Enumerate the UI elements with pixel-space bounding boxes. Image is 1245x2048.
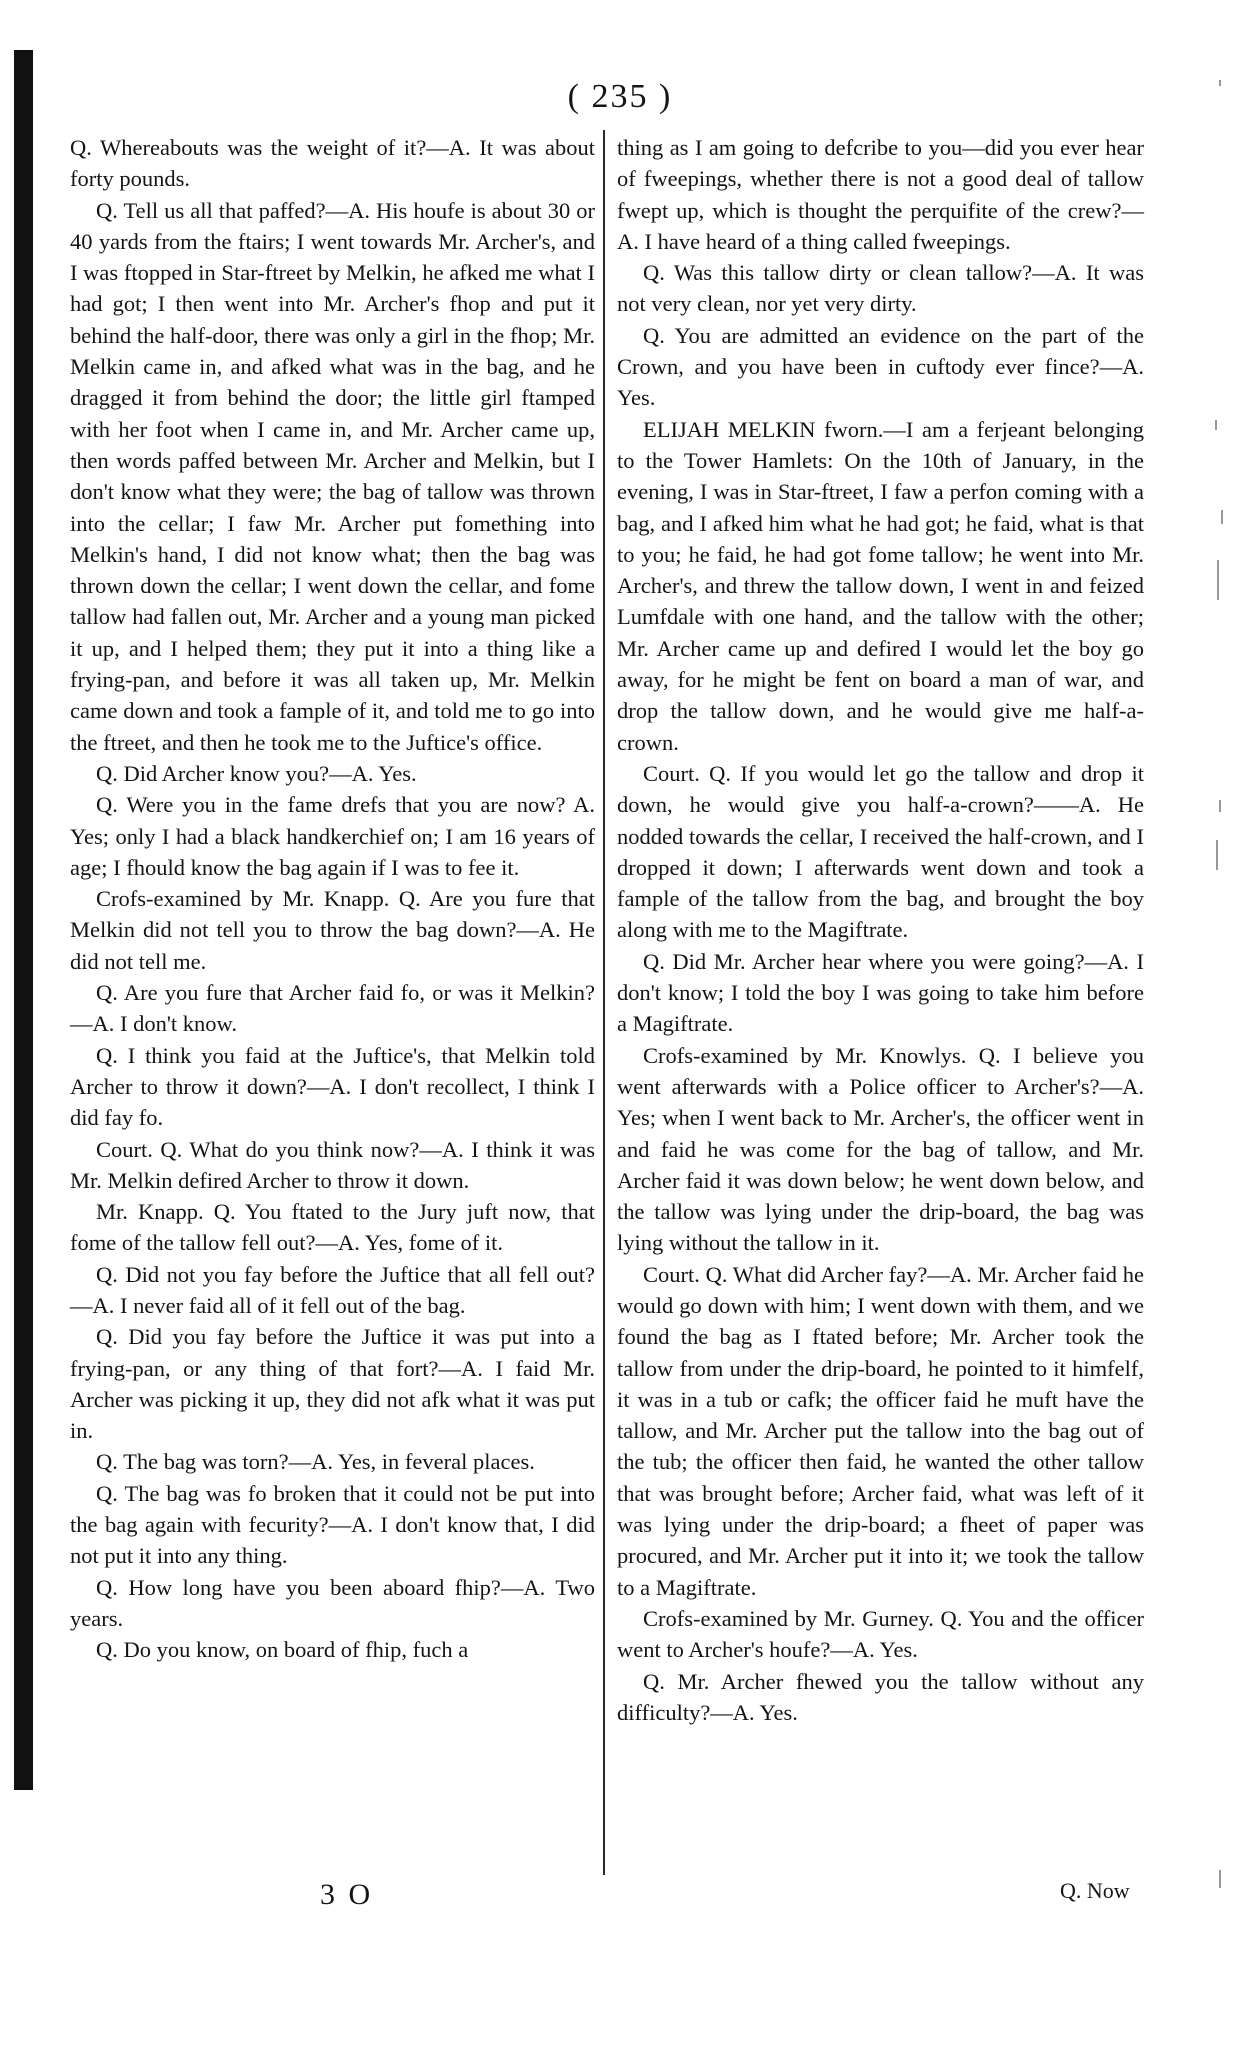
paragraph: Crofs-examined by Mr. Knowlys. Q. I believe you went afterwards with a Police officer to Archer's?—A. Yes; when I went back to Mr. Archer's, the officer went in and faid he was come for the bag of tallow, and Mr. Archer faid it was down below; he went down below, and the tallow was lying under the drip-board, the bag was lying without the tallow in it. [617, 1042, 1144, 1256]
paragraph: Q. Was this tallow dirty or clean tallow?—A. It was not very clean, nor yet very dirty. [617, 260, 1144, 317]
paragraph: Court. Q. What do you think now?—A. I think it was Mr. Melkin defired Archer to throw it down. [70, 1136, 595, 1193]
paragraph: Q. Are you fure that Archer faid fo, or was it Melkin?—A. I don't know. [70, 980, 595, 1037]
paragraph: Q. Tell us all that paffed?—A. His houfe is about 30 or 40 yards from the ftairs; I went towards Mr. Archer's, and I was ftopped in Star-ftreet by Melkin, he afked me what I had got; I then went into Mr. Archer's fhop and put it behind the half-door, there was only a girl in the fhop; Mr. Melkin came in, and afked what was in the bag, and he dragged it from behind the door; the little girl ftamped with her foot when I came in, and Mr. Archer came up, then words paffed between Mr. Archer and Melkin, but I don't know what they were; the bag of tallow was thrown into the cellar; I faw Mr. Archer put fomething into Melkin's hand, I did not know what; then the bag was thrown down the cellar; I went down the cellar, and fome tallow had fallen out, Mr. Archer and a young man picked it up, and I helped them; they put it into a thing like a frying-pan, and before it was all taken up, Mr. Melkin came down and took a fample of it, and told me to go into the ftreet, and then he took me to the Juftice's office. [70, 197, 595, 755]
paragraph: Q. How long have you been aboard fhip?—A. Two years. [70, 1574, 595, 1631]
paragraph: Q. Whereabouts was the weight of it?—A. It was about forty pounds. [70, 135, 595, 192]
paragraph: Q. The bag was torn?—A. Yes, in feveral places. [96, 1449, 535, 1475]
speck [1219, 1870, 1221, 1888]
paragraph: Mr. Knapp. Q. You ftated to the Jury juft now, that fome of the tallow fell out?—A. Yes, fome of it. [70, 1199, 595, 1256]
paragraph: Court. Q. If you would let go the tallow and drop it down, he would give you half-a-crown?——A. He nodded towards the cellar, I received the half-crown, and I dropped it down; I afterwards went down and took a fample of the tallow from the bag, and brought the boy along with me to the Magiftrate. [617, 760, 1144, 943]
paragraph: Q. You are admitted an evidence on the part of the Crown, and you have been in cuftody ever fince?—A. Yes. [617, 322, 1144, 411]
paragraph: Q. Did you fay before the Juftice it was put into a frying-pan, or any thing of that fort?—A. I faid Mr. Archer was picking it up, they did not afk what it was put in. [70, 1324, 595, 1444]
signature-mark: 3 O [320, 1878, 374, 1911]
paragraph: Court. Q. What did Archer fay?—A. Mr. Archer faid he would go down with him; I went down with them, and we found the bag as I ftated before; Mr. Archer took the tallow from under the drip-board, he pointed to it himfelf, it was in a tub or cafk; the officer faid he muft have the tallow, and Mr. Archer put the tallow into the bag out of the tub; the officer then faid, he wanted the other tallow that was brought before; Archer faid, what was left of it was lying under the drip-board; a fheet of paper was procured, and Mr. Archer put it into it; we took the tallow to a Magiftrate. [617, 1261, 1144, 1600]
left-column [70, 132, 595, 1666]
column-divider [603, 130, 605, 1875]
paragraph: ELIJAH MELKIN fworn.—I am a ferjeant belonging to the Tower Hamlets: On the 10th of January, in the evening, I was in Star-ftreet, I faw a perfon coming with a bag, and I afked him what he had got; he faid, what is that to you; he faid, he had got fome tallow; he went into Mr. Archer's, and threw the tallow down, I went in and feized Lumfdale with one hand, and the tallow with the other; Mr. Archer came up and defired I would let the boy go away, for he might be fent on board a man of war, and drop the tallow down, and he would give me half-a-crown. [617, 416, 1144, 755]
paragraph: Q. Did Archer know you?—A. Yes. [96, 760, 417, 786]
scan-edge-shadow [14, 50, 33, 1790]
speck [1216, 840, 1218, 870]
right-column [617, 132, 1144, 1728]
paragraph: Crofs-examined by Mr. Knapp. Q. Are you fure that Melkin did not tell you to throw the bag down?—A. He did not tell me. [70, 886, 595, 974]
paragraph: thing as I am going to defcribe to you—did you ever hear of fweepings, whether there is not a good deal of tallow fwept up, which is thought the perquifite of the crew?—A. I have heard of a thing called fweepings. [617, 135, 1144, 254]
page-number: ( 235 ) [567, 78, 673, 115]
speck [1217, 560, 1219, 600]
margin-specks [1207, 40, 1237, 1940]
paragraph: Q. Did not you fay before the Juftice that all fell out?—A. I never faid all of it fell out of the bag. [70, 1261, 595, 1318]
paragraph: Q. Were you in the fame drefs that you are now? A. Yes; only I had a black handkerchief on; I am 16 years of age; I fhould know the bag again if I was to fee it. [70, 792, 595, 880]
speck [1219, 80, 1221, 86]
speck [1215, 420, 1217, 430]
catchword: Q. Now [1060, 1878, 1130, 1903]
paragraph: Q. Do you know, on board of fhip, fuch a [96, 1637, 469, 1663]
paragraph: Q. Mr. Archer fhewed you the tallow without any difficulty?—A. Yes. [617, 1668, 1144, 1725]
paragraph: Q. Did Mr. Archer hear where you were going?—A. I don't know; I told the boy I was going to take him before a Magiftrate. [617, 948, 1144, 1037]
paragraph: Q. I think you faid at the Juftice's, that Melkin told Archer to throw it down?—A. I don't recollect, I think I did fay fo. [70, 1042, 595, 1131]
paragraph: Crofs-examined by Mr. Gurney. Q. You and the officer went to Archer's houfe?—A. Yes. [617, 1605, 1144, 1663]
speck [1219, 800, 1221, 812]
speck [1221, 510, 1223, 524]
paragraph: Q. The bag was fo broken that it could not be put into the bag again with fecurity?—A. I don't know that, I did not put it into any thing. [70, 1480, 595, 1569]
